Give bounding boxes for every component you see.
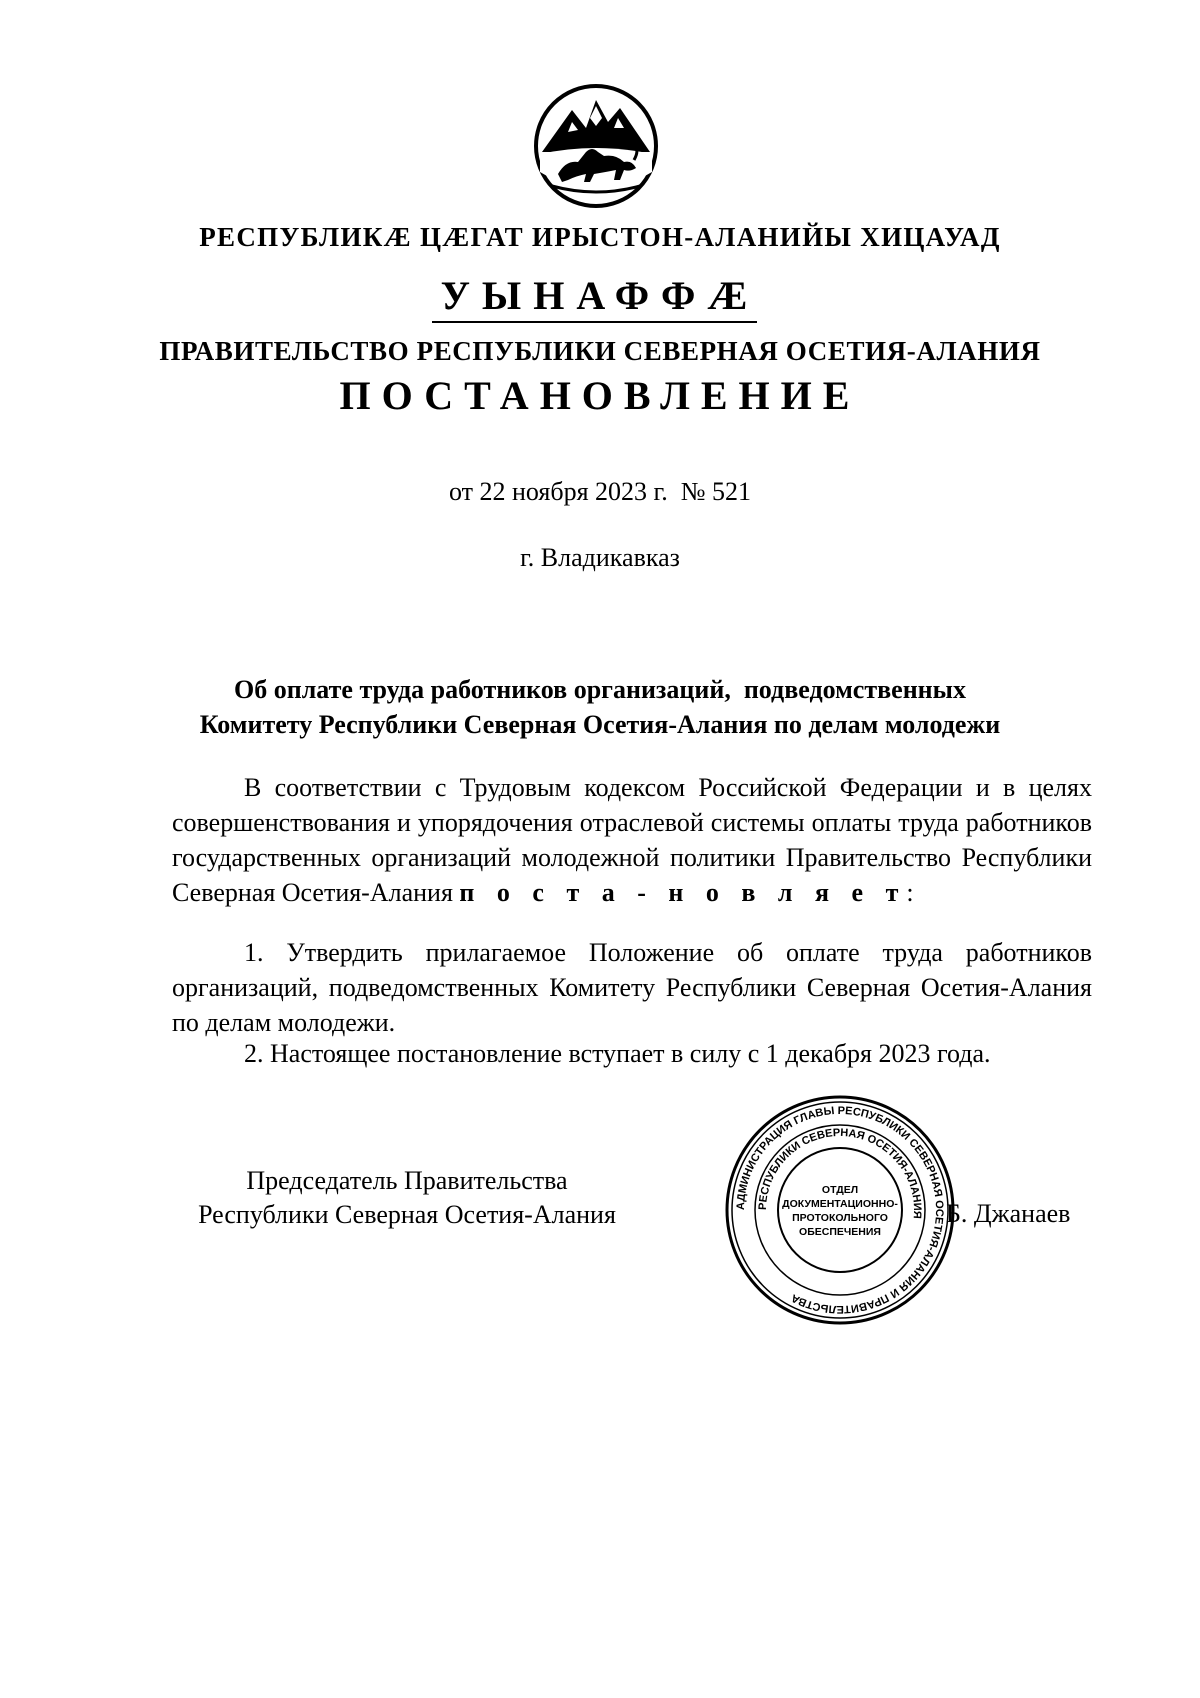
document-city: г. Владикавказ [520, 543, 680, 572]
signer-position [172, 1164, 642, 1232]
signer-position-line-1: Председатель Правительства [246, 1166, 568, 1195]
item-2-paragraph: 2. Настоящее постановление вступает в силу с 1 декабря 2023 года. [244, 1039, 991, 1068]
header-ossetian-doc-type: УЫНАФФӔ [440, 273, 760, 318]
header-russian-doc-type: ПОСТАНОВЛЕНИЕ [339, 373, 861, 418]
seal-center-line: ДОКУМЕНТАЦИОННО- [782, 1198, 898, 1210]
preamble-text: В соответствии с Трудовым кодексом Российской Федерации и в целях совершенствования и упорядочения отраслевой системы оплаты труда работников государственных организаций молодежной политики Правительство Республики Северная Осетия-Алания [172, 773, 1092, 907]
signer-name: Б. Джанаев [946, 1199, 1071, 1228]
preamble-paragraph [172, 770, 1092, 910]
seal-center-line: ПРОТОКОЛЬНОГО [792, 1212, 888, 1224]
header-russian-org: ПРАВИТЕЛЬСТВО РЕСПУБЛИКИ СЕВЕРНАЯ ОСЕТИЯ-АЛАНИЯ [159, 336, 1041, 366]
seal-center-line: ОБЕСПЕЧЕНИЯ [799, 1226, 881, 1238]
title-line-1: Об оплате труда работников организаций, подведомственных [234, 675, 966, 704]
header-divider [432, 321, 757, 323]
seal-ring-outer-text: АДМИНИСТРАЦИЯ ГЛАВЫ РЕСПУБЛИКИ СЕВЕРНАЯ ОСЕТИЯ-АЛАНИЯ И ПРАВИТЕЛЬСТВА [734, 1104, 946, 1316]
seal-ring-inner-text: РЕСПУБЛИКИ СЕВЕРНАЯ ОСЕТИЯ-АЛАНИЯ [756, 1126, 924, 1220]
signer-position-line-2: Республики Северная Осетия-Алания [198, 1200, 616, 1229]
official-seal-icon [722, 1092, 958, 1328]
item-1-paragraph: 1. Утвердить прилагаемое Положение об оплате труда работников организаций, подведомственных Комитету Республики Северная Осетия-Алания по делам молодежи. [172, 938, 1092, 1037]
resolves-colon: : [906, 878, 914, 907]
document-date-number: от 22 ноября 2023 г. № 521 [448, 477, 752, 506]
header-ossetian-org: РЕСПУБЛИКӔ ЦӔГАТ ИРЫСТОН-АЛАНИЙЫ ХИЦАУАД [199, 222, 1001, 252]
coat-of-arms-icon [532, 82, 660, 210]
document-title [0, 672, 1200, 742]
title-line-2: Комитету Республики Северная Осетия-Алания по делам молодежи [199, 710, 1001, 739]
seal-center-text [782, 1184, 898, 1238]
seal-center-line: ОТДЕЛ [821, 1184, 859, 1196]
resolves-word: п о с т а - н о в л я е т [459, 878, 907, 907]
